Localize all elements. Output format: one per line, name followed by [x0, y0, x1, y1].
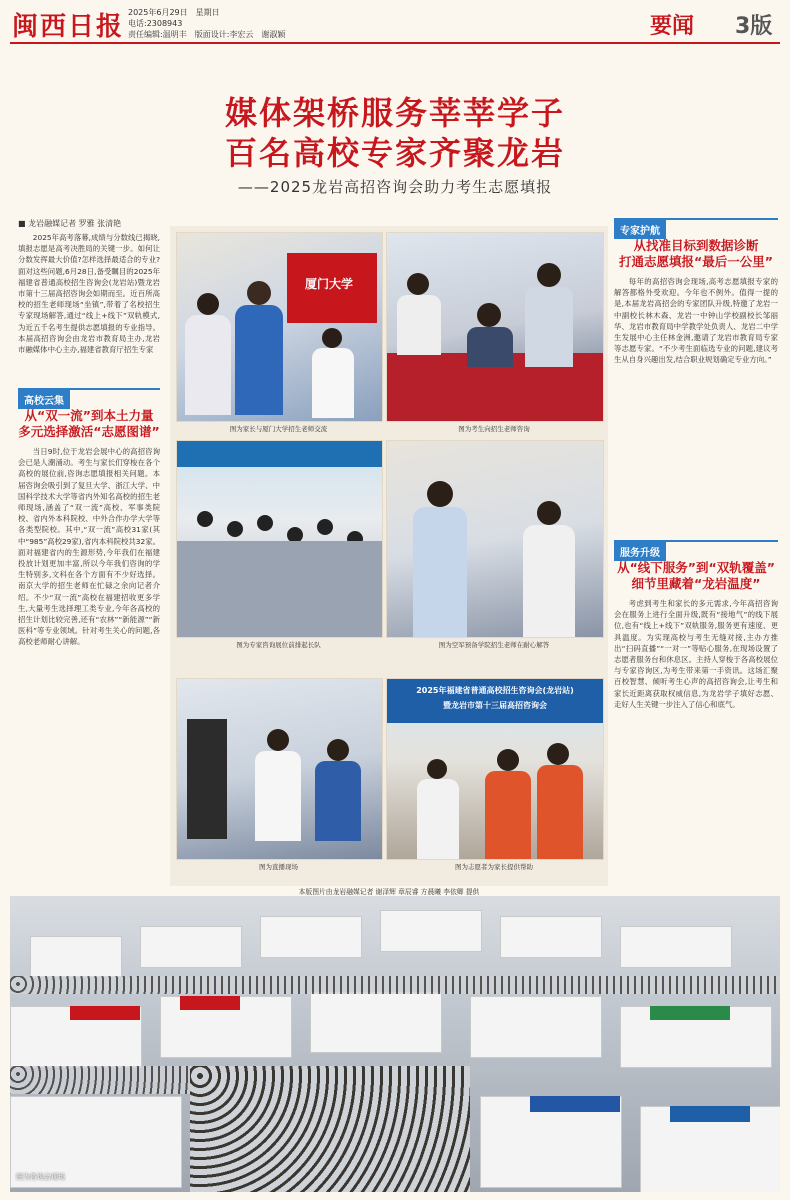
masthead [0, 0, 790, 44]
person-body [315, 761, 361, 841]
photo-credit: 本版图片由龙岩融媒记者 谢泽辉 章辰睿 方晨曦 李依卿 提供 [298, 888, 480, 896]
masthead-rule [10, 42, 780, 44]
person-body [312, 348, 354, 418]
person-body [417, 779, 459, 859]
person-head [497, 749, 519, 771]
photo-airforce-officer [386, 440, 604, 638]
crowd [10, 1066, 190, 1094]
person-head [477, 303, 501, 327]
person-head [197, 293, 219, 315]
masthead-editors: 责任编辑:温明丰 版面设计:李宏云 谢淑颖 [128, 30, 286, 39]
photo-student-consult [386, 232, 604, 422]
edition-number: 3版 [735, 14, 773, 39]
masthead-phone: 电话:2308943 [128, 19, 183, 28]
masthead-meta [128, 7, 388, 40]
crowd [190, 1066, 470, 1192]
left-section-tag: 高校云集 [18, 390, 70, 409]
booth [620, 926, 732, 968]
booth [310, 991, 442, 1053]
newspaper-logo: 闽西日报 [12, 12, 125, 42]
person-head [247, 281, 271, 305]
photo-volunteer [386, 678, 604, 860]
left-section-title: 从“双一流”到本土力量 多元选择激活“志愿图谱” [18, 408, 160, 439]
subheadline: ——2025龙岩高招咨询会助力考生志愿填报 [237, 178, 553, 196]
booth-fascia [180, 996, 240, 1010]
photo-caption-6: 图为志愿者为家长提供帮助 [455, 863, 533, 871]
photo-expert-queue [176, 440, 383, 638]
booth [260, 916, 362, 958]
photo-hall-aerial [10, 896, 780, 1192]
booth-fascia [530, 1096, 620, 1112]
person-head [227, 521, 243, 537]
person-head [427, 759, 447, 779]
section-name: 要闻 [650, 14, 695, 39]
person-head [407, 273, 429, 295]
headline-line-1: 媒体架桥服务莘莘学子 [224, 94, 565, 132]
person-head [257, 515, 273, 531]
photo-caption-5: 图为直播现场 [259, 863, 298, 871]
headline-line-2: 百名高校专家齐聚龙岩 [224, 134, 565, 172]
booth [30, 936, 122, 978]
masthead-date: 2025年6月29日 星期日 [128, 8, 220, 17]
left-section-body: 当日9时,位于龙岩会展中心的高招咨询会已是人潮涌动。考生与家长们穿梭在各个高校的展位前,咨询志愿填报相关问题。本届咨询会吸引到了复旦大学、浙江大学、中国科学技术大学等省内外知名高校的招生老师现场,涵盖了“双一流”高校、军事类院校、省内外本科院校、中外合作办学大学等各类型院校。其中,“双一流”高校31家(其中“985”高校29家),省内本科院校共32家。面对福建省内的生源形势,今年我们在福建投放计划更加丰富,所以今年我们咨询的学生特别多,文科在各个方面有不少好选择。南京大学的招生老师在忙碌之余向记者介绍。不少“双一流”高校在福建招收更多学生,大量考生选择理工类专业,今年各高校的招生计划比较完善,还有“农林”“新能源”“新医科”等专业领域。针对考生关心的问题,各高校老师耐心讲解。 [18, 447, 160, 647]
crowd [177, 541, 382, 637]
person-head [537, 263, 561, 287]
article-intro: 2025年高考落幕,成绩与分数线已揭晓,填报志愿是高考决胜局的关键一步。如何让分数发挥最大价值?怎样选择最适合的专业?面对这些问题,6月28日,备受瞩目的2025年福建省普通高校招生咨询会(龙岩站)暨龙岩市第十三届高招咨询会如期而至。近百所高校的招生老师现场“坐镇”,带着了名校招生专家现场解答,通过“线上+线下”双轨模式,为近五千名考生提供志愿填报的专业指导。本届高招咨询会由龙岩市教育局主办,龙岩市融媒体中心主办,福建省教育厅招生专家 [18, 233, 160, 355]
right-section-tag-2: 服务升级 [614, 542, 666, 561]
person-head [322, 328, 342, 348]
officer-body [413, 507, 467, 637]
booth-fascia [650, 1006, 730, 1020]
person-body [255, 751, 301, 841]
photo-caption-1: 图为家长与厦门大学招生老师交流 [229, 425, 328, 433]
volunteer-vest [537, 765, 583, 859]
right-section-title-1: 从找准目标到数据诊断 打通志愿填报“最后一公里” [619, 238, 773, 269]
camera-rig [187, 719, 227, 839]
person-head [267, 729, 289, 751]
booth-fascia [70, 1006, 140, 1020]
booth-fascia [670, 1106, 750, 1122]
booth [500, 916, 602, 958]
right-section-body-1: 每年的高招咨询会现场,高考志愿填报专家的解答都格外受欢迎。今年也不例外。值得一提的是,本届龙岩高招会的专家团队升级,特邀了龙岩一中副校长林木森、龙岩一中钟山学校副校长邹丽华、龙岩市教育局中学教学处负责人、龙岩二中学生发展中心主任林金洲,邀请了龙岩市教育局专家等志愿专家。“不少考生面临选专业的问题,建议考生从自身兴趣出发,结合职业规划确定专业方向。” [614, 277, 778, 365]
person-body [235, 305, 283, 415]
right-section-title-2: 从“线下服务”到“双轨覆盖” 细节里藏着“龙岩温度” [617, 560, 775, 591]
person-body [525, 287, 573, 367]
photo-livestream [176, 678, 383, 860]
volunteer-vest [485, 771, 531, 859]
booth [380, 910, 482, 952]
event-banner [387, 679, 603, 723]
photo-caption-2: 图为考生向招生老师咨询 [458, 425, 530, 433]
person-body [397, 295, 441, 355]
xiamen-booth-sign: 厦门大学 [305, 277, 354, 291]
person-head [537, 501, 561, 525]
venue-banner [177, 441, 382, 467]
person-body [185, 315, 231, 415]
crowd [10, 976, 780, 994]
byline: ■ 龙岩融媒记者 罗雅 张清艳 [18, 219, 122, 228]
person-head [317, 519, 333, 535]
xiamen-booth-banner [287, 253, 377, 323]
bottom-photo-caption: 图为咨询会现场 [16, 1173, 65, 1181]
right-section-body-2: 考虑到考生和家长的多元需求,今年高招咨询会在服务上进行全面升级,既有“接地气”的线下展位,也有“线上+线下”双轨服务,服务更有速度、更具温度。为实现高校与考生无缝对接,主办方推出“扫码直播”“一对一”等贴心服务,在现场设置了志愿者服务台和休息区。主持人穿梭于各高校展位与专家咨询区,为考生带来第一手资讯。这场汇聚百校智慧、倾听考生心声的高招咨询会,让考生和家长近距离获取权威信息,为龙岩学子填好志愿、走好人生关键一步注入了信心和底气。 [614, 599, 778, 709]
person-head [427, 481, 453, 507]
photo-caption-3: 图为专家咨询展位前排起长队 [236, 641, 321, 649]
person-body [467, 327, 513, 367]
person-head [547, 743, 569, 765]
person-body [523, 525, 575, 637]
event-banner-text: 2025年福建省普通高校招生咨询会(龙岩站) 暨龙岩市第十三届高招咨询会 [416, 686, 574, 710]
booth [140, 926, 242, 968]
photo-caption-4: 图为空军预备学院招生老师在耐心解答 [438, 641, 550, 649]
right-section-tag-1: 专家护航 [614, 220, 666, 239]
photo-parent-xiamen [176, 232, 383, 422]
person-head [197, 511, 213, 527]
person-head [327, 739, 349, 761]
booth [470, 996, 602, 1058]
